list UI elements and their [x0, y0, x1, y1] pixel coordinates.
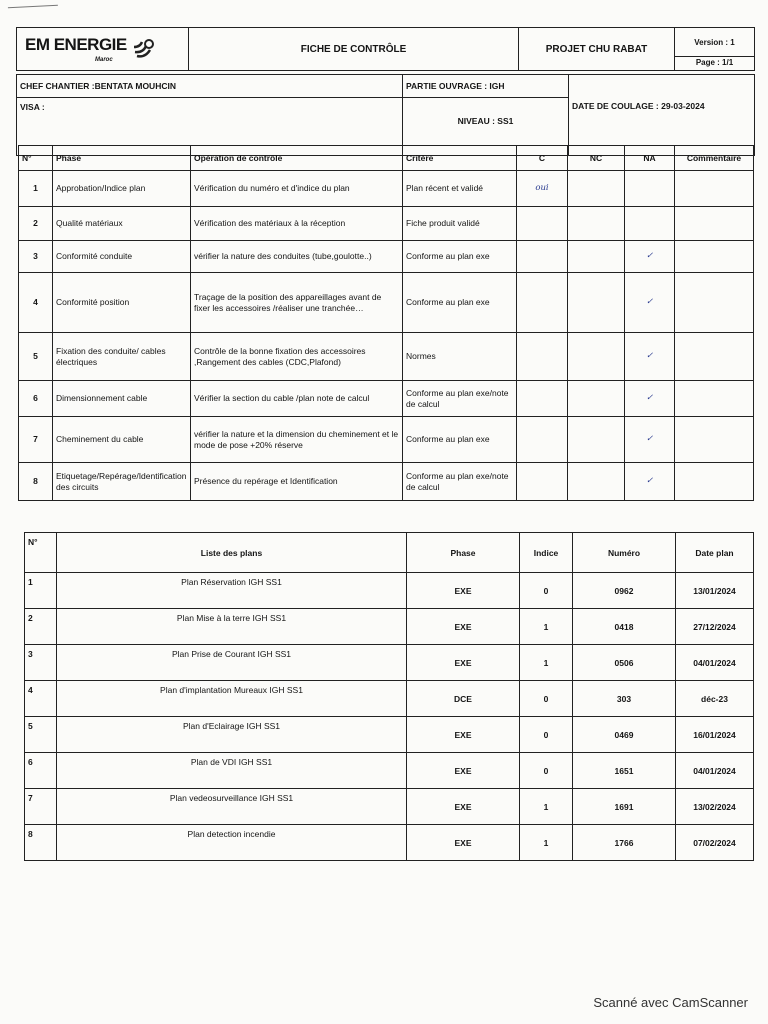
plan-numero: 0469	[573, 717, 676, 753]
row-number: 1	[19, 171, 53, 207]
row-comment	[675, 241, 754, 273]
row-na: ✓	[625, 381, 675, 417]
row-na	[625, 171, 675, 207]
plan-name: Plan vedeosurveillance IGH SS1	[57, 789, 407, 825]
row-c	[517, 207, 568, 241]
plan-name: Plan d'Eclairage IGH SS1	[57, 717, 407, 753]
row-nc	[568, 417, 625, 463]
row-c	[517, 381, 568, 417]
row-na: ✓	[625, 417, 675, 463]
control-row	[19, 463, 754, 501]
plan-name: Plan Mise à la terre IGH SS1	[57, 609, 407, 645]
row-nc	[568, 381, 625, 417]
document-title: FICHE DE CONTRÔLE	[189, 28, 519, 71]
row-number: 6	[19, 381, 53, 417]
row-nc	[568, 241, 625, 273]
row-nc	[568, 333, 625, 381]
header-na: NA	[625, 146, 675, 171]
plan-date: 07/02/2024	[676, 825, 754, 861]
plans-table	[24, 532, 754, 861]
plan-indice: 0	[520, 717, 573, 753]
plan-number: 5	[25, 717, 57, 753]
header-table	[16, 27, 755, 71]
row-na	[625, 207, 675, 241]
plan-phase: EXE	[407, 573, 520, 609]
logo	[17, 28, 189, 71]
date-coulage: DATE DE COULAGE : 29-03-2024	[569, 75, 755, 156]
plan-indice: 0	[520, 573, 573, 609]
plan-number: 8	[25, 825, 57, 861]
row-operation: Vérification des matériaux à la réception	[191, 207, 403, 241]
plan-row	[25, 753, 754, 789]
row-nc	[568, 171, 625, 207]
row-nc	[568, 463, 625, 501]
plan-numero: 0418	[573, 609, 676, 645]
row-operation: vérifier la nature et la dimension du cheminement et le mode de pose +20% réserve	[191, 417, 403, 463]
row-comment	[675, 463, 754, 501]
control-row	[19, 273, 754, 333]
plan-row	[25, 573, 754, 609]
control-row	[19, 241, 754, 273]
row-number: 4	[19, 273, 53, 333]
plan-numero: 1651	[573, 753, 676, 789]
row-phase: Conformité position	[53, 273, 191, 333]
row-c	[517, 463, 568, 501]
plan-name: Plan d'implantation Mureaux IGH SS1	[57, 681, 407, 717]
logo-text: EM ENERGIE	[25, 35, 127, 55]
row-phase: Dimensionnement cable	[53, 381, 191, 417]
header-date: Date plan	[676, 533, 754, 573]
row-phase: Conformité conduite	[53, 241, 191, 273]
plan-date: 04/01/2024	[676, 645, 754, 681]
control-row	[19, 207, 754, 241]
row-nc	[568, 273, 625, 333]
header-num: N°	[25, 533, 57, 573]
plan-indice: 1	[520, 609, 573, 645]
plan-number: 7	[25, 789, 57, 825]
signal-waves-icon	[132, 36, 158, 60]
plan-numero: 303	[573, 681, 676, 717]
plan-name: Plan detection incendie	[57, 825, 407, 861]
control-row	[19, 333, 754, 381]
plan-numero: 0962	[573, 573, 676, 609]
row-operation: vérifier la nature des conduites (tube,goulotte..)	[191, 241, 403, 273]
plan-indice: 0	[520, 753, 573, 789]
row-comment	[675, 273, 754, 333]
row-operation: Traçage de la position des appareillages avant de fixer les accessoires /réaliser une tranchée…	[191, 273, 403, 333]
row-comment	[675, 207, 754, 241]
plan-indice: 1	[520, 645, 573, 681]
row-c	[517, 417, 568, 463]
control-table	[18, 145, 754, 501]
header-indice: Indice	[520, 533, 573, 573]
plan-phase: EXE	[407, 717, 520, 753]
control-header-row	[19, 146, 754, 171]
plan-phase: EXE	[407, 609, 520, 645]
plan-date: 13/02/2024	[676, 789, 754, 825]
plan-indice: 1	[520, 789, 573, 825]
row-number: 2	[19, 207, 53, 241]
plan-number: 1	[25, 573, 57, 609]
row-c	[517, 333, 568, 381]
plan-row	[25, 825, 754, 861]
row-critere: Conforme au plan exe	[403, 417, 517, 463]
row-critere: Plan récent et validé	[403, 171, 517, 207]
row-comment	[675, 171, 754, 207]
header-operation: Opération de contrôle	[191, 146, 403, 171]
control-row	[19, 171, 754, 207]
header-liste: Liste des plans	[57, 533, 407, 573]
plan-phase: EXE	[407, 789, 520, 825]
plan-numero: 0506	[573, 645, 676, 681]
control-row	[19, 417, 754, 463]
plan-phase: EXE	[407, 645, 520, 681]
row-na: ✓	[625, 463, 675, 501]
plan-numero: 1766	[573, 825, 676, 861]
header-critere: Critère	[403, 146, 517, 171]
plan-number: 3	[25, 645, 57, 681]
visa: VISA :	[17, 98, 403, 156]
plan-row	[25, 717, 754, 753]
row-c	[517, 241, 568, 273]
plan-name: Plan de VDI IGH SS1	[57, 753, 407, 789]
plan-row	[25, 645, 754, 681]
info-table	[16, 74, 755, 156]
plan-phase: DCE	[407, 681, 520, 717]
row-operation: Vérification du numéro et d'indice du plan	[191, 171, 403, 207]
plan-date: 04/01/2024	[676, 753, 754, 789]
plan-numero: 1691	[573, 789, 676, 825]
row-phase: Approbation/Indice plan	[53, 171, 191, 207]
scanner-watermark: Scanné avec CamScanner	[593, 995, 748, 1010]
plan-date: 16/01/2024	[676, 717, 754, 753]
row-comment	[675, 381, 754, 417]
header-numero: Numéro	[573, 533, 676, 573]
niveau: NIVEAU : SS1	[403, 98, 569, 156]
version-cell	[675, 28, 755, 71]
row-nc	[568, 207, 625, 241]
plan-date: 27/12/2024	[676, 609, 754, 645]
row-critere: Conforme au plan exe	[403, 273, 517, 333]
logo-subtitle: Maroc	[95, 56, 113, 63]
plan-number: 2	[25, 609, 57, 645]
row-operation: Contrôle de la bonne fixation des accessoires ,Rangement des cables (CDC,Plafond)	[191, 333, 403, 381]
plans-header-row	[25, 533, 754, 573]
row-na: ✓	[625, 273, 675, 333]
plan-row	[25, 609, 754, 645]
header-phase: Phase	[407, 533, 520, 573]
row-phase: Qualité matériaux	[53, 207, 191, 241]
row-critere: Conforme au plan exe	[403, 241, 517, 273]
scan-mark	[8, 5, 58, 13]
plan-number: 6	[25, 753, 57, 789]
row-na: ✓	[625, 333, 675, 381]
row-critere: Conforme au plan exe/note de calcul	[403, 463, 517, 501]
plan-date: 13/01/2024	[676, 573, 754, 609]
header-c: C	[517, 146, 568, 171]
row-critere: Fiche produit validé	[403, 207, 517, 241]
header-phase: Phase	[53, 146, 191, 171]
row-comment	[675, 417, 754, 463]
page-number: Page : 1/1	[695, 58, 734, 67]
plan-indice: 0	[520, 681, 573, 717]
row-number: 8	[19, 463, 53, 501]
row-operation: Vérifier la section du cable /plan note de calcul	[191, 381, 403, 417]
row-na: ✓	[625, 241, 675, 273]
plan-phase: EXE	[407, 753, 520, 789]
partie-ouvrage: PARTIE OUVRAGE : IGH	[403, 75, 569, 98]
row-number: 7	[19, 417, 53, 463]
version: Version : 1	[675, 29, 754, 57]
row-critere: Normes	[403, 333, 517, 381]
plan-date: déc-23	[676, 681, 754, 717]
project-name: PROJET CHU RABAT	[519, 28, 675, 71]
header-nc: NC	[568, 146, 625, 171]
row-phase: Etiquetage/Repérage/Identification des circuits	[53, 463, 191, 501]
plan-number: 4	[25, 681, 57, 717]
row-c: oui	[517, 171, 568, 207]
row-comment	[675, 333, 754, 381]
row-critere: Conforme au plan exe/note de calcul	[403, 381, 517, 417]
header-num: N°	[19, 146, 53, 171]
header-commentaire: Commentaire	[675, 146, 754, 171]
plan-row	[25, 789, 754, 825]
row-c	[517, 273, 568, 333]
chef-chantier: CHEF CHANTIER :BENTATA MOUHCIN	[17, 75, 403, 98]
plan-phase: EXE	[407, 825, 520, 861]
plan-row	[25, 681, 754, 717]
row-number: 3	[19, 241, 53, 273]
row-phase: Cheminement du cable	[53, 417, 191, 463]
row-operation: Présence du repérage et Identification	[191, 463, 403, 501]
plan-name: Plan Prise de Courant IGH SS1	[57, 645, 407, 681]
control-row	[19, 381, 754, 417]
row-number: 5	[19, 333, 53, 381]
row-phase: Fixation des conduite/ cables électriques	[53, 333, 191, 381]
plan-name: Plan Réservation IGH SS1	[57, 573, 407, 609]
plan-indice: 1	[520, 825, 573, 861]
